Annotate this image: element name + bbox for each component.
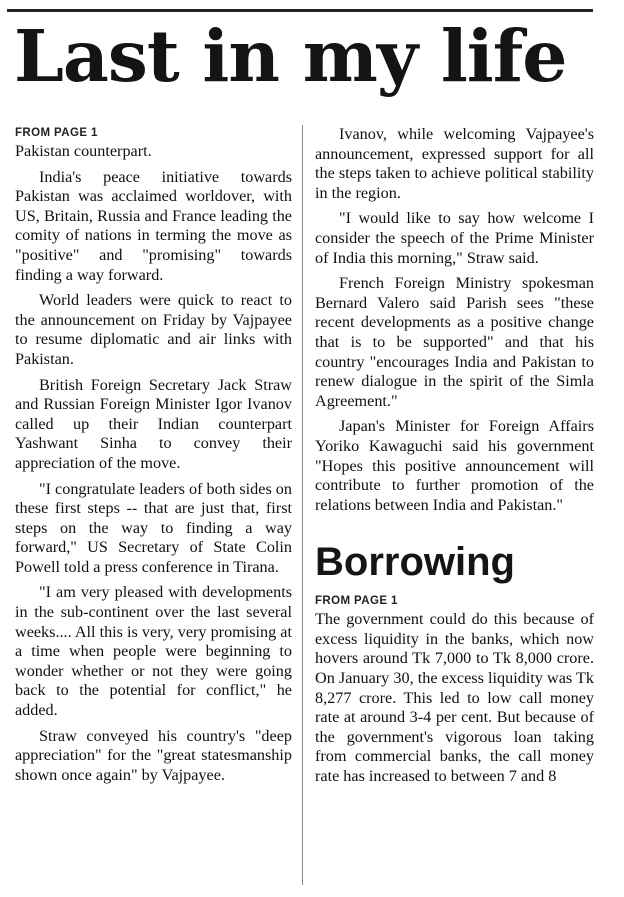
paragraph: Straw conveyed his country's "deep appreciation" for the "great statesmanship shown once again" by Vajpayee. bbox=[15, 726, 292, 784]
article-column-right bbox=[315, 125, 594, 787]
paragraph: World leaders were quick to react to the announcement on Friday by Vajpayee to resume diplomatic and air links with Pakistan. bbox=[15, 291, 292, 368]
paragraph: British Foreign Secretary Jack Straw and Russian Foreign Minister Igor Ivanov called up their Indian counterpart Yashwant Sinha to convey their appreciation of the move. bbox=[15, 375, 292, 472]
paragraph: India's peace initiative towards Pakistan was acclaimed worldover, with US, Britain, Russia and France leading the comity of nations in terming the move as "positive" and "promising" towards finding a way forward. bbox=[15, 167, 292, 284]
paragraph: "I am very pleased with developments in the sub-continent over the last several weeks.... All this is very, very promising at a time when people were beginning to wonder whether or not they were going back to the potential for conflict," he added. bbox=[15, 583, 292, 720]
article-column-left bbox=[15, 125, 292, 785]
kicker-from-page-1: FROM PAGE 1 bbox=[15, 127, 98, 139]
kicker-from-page-1: FROM PAGE 1 bbox=[315, 595, 398, 608]
paragraph: "I would like to say how welcome I consider the speech of the Prime Minister of India this morning," Straw said. bbox=[315, 209, 594, 267]
paragraph: Ivanov, while welcoming Vajpayee's announcement, expressed support for all the steps taken to achieve political stability in the region. bbox=[315, 125, 594, 202]
paragraph: Pakistan counterpart. bbox=[15, 142, 152, 160]
headline-borrowing: Borrowing bbox=[315, 540, 515, 585]
paragraph: Japan's Minister for Foreign Affairs Yoriko Kawaguchi said his government "Hopes this positive announcement will contribute to further promotion of the relations between India and Pakistan." bbox=[315, 417, 594, 514]
paragraph: French Foreign Ministry spokesman Bernard Valero said Parish sees "these recent developments as a positive change that is to be supported" and that his country "encourages India and Pakistan to renew dialogue in the spirit of the Simla Agreement." bbox=[315, 274, 594, 410]
column-divider bbox=[302, 125, 303, 885]
top-rule bbox=[7, 9, 593, 12]
paragraph: "I congratulate leaders of both sides on these first steps -- that are just that, first steps on the way to finding a way forward," US Secretary of State Colin Powell told a press conference in Tirana. bbox=[15, 479, 292, 576]
paragraph: The government could do this because of excess liquidity in the banks, which now hovers around Tk 7,000 to Tk 8,000 crore. On January 30, the excess liquidity was Tk 8,277 crore. This led to low call money rate at around 3-4 per cent. But because of the government's vigorous loan taking from commercial banks, the call money rate has increased to between 7 and 8 bbox=[315, 610, 594, 786]
headline-last-in-my-life: Last in my life bbox=[14, 14, 567, 98]
